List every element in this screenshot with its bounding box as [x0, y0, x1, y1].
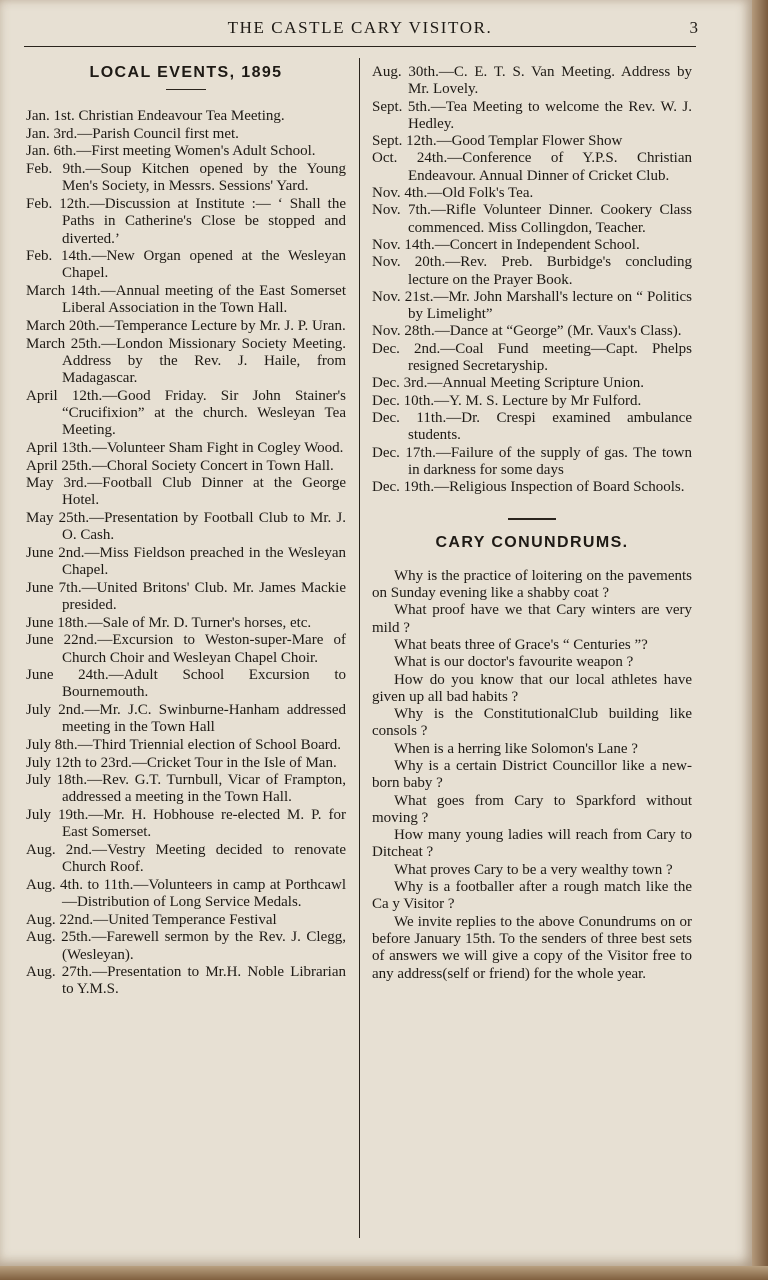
- publication-title: THE CASTLE CARY VISITOR.: [227, 18, 493, 37]
- event-entry: July 19th.—Mr. H. Hobhouse re-elected M. P. for East Somerset.: [26, 807, 346, 841]
- conundrum-question: How do you know that our local athletes have given up all bad habits ?: [372, 671, 692, 705]
- event-entry: Aug. 30th.—C. E. T. S. Van Meeting. Address by Mr. Lovely.: [372, 64, 692, 98]
- page-edge-bottom: [0, 1266, 768, 1280]
- event-entry: Aug. 27th.—Presentation to Mr.H. Noble Librarian to Y.M.S.: [26, 964, 346, 998]
- event-entry: Jan. 3rd.—Parish Council first met.: [26, 125, 239, 142]
- event-entry: March 14th.—Annual meeting of the East Somerset Liberal Association in the Town Hall.: [26, 283, 346, 317]
- event-entry: April 12th.—Good Friday. Sir John Stainer's “Crucifixion” at the church. Wesleyan Tea Meeting.: [26, 387, 346, 439]
- conundrum-question: When is a herring like Solomon's Lane ?: [394, 740, 638, 757]
- event-entry: Aug. 25th.—Farewell sermon by the Rev. J. Clegg, (Wesleyan).: [26, 929, 346, 963]
- event-entry: Sept. 12th.—Good Templar Flower Show: [372, 133, 623, 150]
- event-entry: Aug. 2nd.—Vestry Meeting decided to renovate Church Roof.: [26, 841, 346, 876]
- event-entry: Feb. 14th.—New Organ opened at the Wesleyan Chapel.: [26, 248, 346, 282]
- event-entry: Feb. 9th.—Soup Kitchen opened by the Young Men's Society, in Messrs. Sessions' Yard.: [26, 161, 346, 195]
- page-edge-right: [752, 0, 768, 1280]
- conundrum-question: Why is a certain District Councillor like a new-born baby ?: [372, 757, 692, 792]
- event-entry: Nov. 4th.—Old Folk's Tea.: [372, 185, 534, 202]
- conundrums-list: [372, 568, 692, 983]
- event-entry: July 18th.—Rev. G.T. Turnbull, Vicar of Frampton, addressed a meeting in the Town Hall.: [26, 772, 346, 806]
- event-entry: June 22nd.—Excursion to Weston-super-Mare of Church Choir and Wesleyan Chapel Choir.: [26, 632, 346, 666]
- event-entry: Nov. 20th.—Rev. Preb. Burbidge's concluding lecture on the Prayer Book.: [372, 254, 692, 288]
- conundrums-title: CARY CONUNDRUMS.: [435, 534, 629, 552]
- event-entry: Jan. 1st. Christian Endeavour Tea Meeting.: [26, 108, 285, 125]
- page-number: 3: [689, 18, 698, 37]
- local-events-title: LOCAL EVENTS, 1895: [89, 64, 283, 81]
- conundrum-question: Why is a footballer after a rough match like the Ca y Visitor ?: [372, 879, 692, 913]
- event-entry: Sept. 5th.—Tea Meeting to welcome the Rev. W. J. Hedley.: [372, 98, 692, 132]
- event-entry: Nov. 7th.—Rifle Volunteer Dinner. Cookery Class commenced. Miss Collingdon, Teacher.: [372, 202, 692, 236]
- right-column: [372, 64, 692, 983]
- event-entry: May 3rd.—Football Club Dinner at the George Hotel.: [26, 475, 346, 509]
- event-entry: March 25th.—London Missionary Society Meeting. Address by the Rev. J. Haile, from Madagascar.: [26, 335, 346, 387]
- left-events-list: [26, 108, 346, 998]
- event-entry: July 12th to 23rd.—Cricket Tour in the Isle of Man.: [26, 754, 337, 771]
- event-entry: Nov. 21st.—Mr. John Marshall's lecture on “ Politics by Limelight”: [372, 288, 692, 323]
- event-entry: June 7th.—United Britons' Club. Mr. James Mackie presided.: [26, 579, 346, 614]
- event-entry: Dec. 10th.—Y. M. S. Lecture by Mr Fulford.: [372, 392, 642, 409]
- event-entry: Feb. 12th.—Discussion at Institute :— ‘ Shall the Paths in Catherine's Close be stopped and diverted.’: [26, 195, 346, 247]
- section-rule: [508, 518, 556, 520]
- column-divider: [359, 58, 360, 1238]
- event-entry: Nov. 28th.—Dance at “George” (Mr. Vaux's Class).: [372, 323, 682, 340]
- event-entry: April 25th.—Choral Society Concert in Town Hall.: [26, 457, 334, 474]
- event-entry: Dec. 3rd.—Annual Meeting Scripture Union.: [372, 375, 645, 392]
- conundrum-question: What is our doctor's favourite weapon ?: [394, 654, 634, 671]
- conundrum-question: Why is the ConstitutionalClub building like consols ?: [372, 706, 692, 740]
- event-entry: Oct. 24th.—Conference of Y.P.S. Christian Endeavour. Annual Dinner of Cricket Club.: [372, 150, 692, 184]
- event-entry: Aug. 22nd.—United Temperance Festival: [26, 911, 277, 928]
- event-entry: June 24th.—Adult School Excursion to Bournemouth.: [26, 667, 346, 701]
- conundrum-question: What proof have we that Cary winters are very mild ?: [372, 602, 692, 636]
- event-entry: April 13th.—Volunteer Sham Fight in Cogley Wood.: [26, 439, 344, 456]
- event-entry: July 2nd.—Mr. J.C. Swinburne-Hanham addressed meeting in the Town Hall: [26, 702, 346, 736]
- event-entry: Dec. 11th.—Dr. Crespi examined ambulance students.: [372, 409, 692, 444]
- event-entry: Dec. 2nd.—Coal Fund meeting—Capt. Phelps resigned Secretaryship.: [372, 340, 692, 375]
- title-rule: [166, 89, 206, 90]
- conundrum-question: How many young ladies will reach from Cary to Ditcheat ?: [372, 827, 692, 861]
- conundrum-question: What beats three of Grace's “ Centuries ”?: [394, 636, 648, 653]
- event-entry: June 18th.—Sale of Mr. D. Turner's horses, etc.: [26, 614, 312, 631]
- conundrum-question: What proves Cary to be a very wealthy town ?: [394, 861, 673, 878]
- conundrum-question: What goes from Cary to Sparkford without moving ?: [372, 792, 692, 826]
- left-column: [26, 64, 346, 999]
- event-entry: May 25th.—Presentation by Football Club to Mr. J. O. Cash.: [26, 509, 346, 544]
- conundrum-question: We invite replies to the above Conundrums on or before January 15th. To the senders of three best sets of answers we will give a copy of the Visitor free to any address(self or friend) for the whole year.: [372, 913, 692, 982]
- event-entry: Dec. 19th.—Religious Inspection of Board Schools.: [372, 479, 685, 496]
- event-entry: Dec. 17th.—Failure of the supply of gas. The town in darkness for some days: [372, 444, 692, 478]
- event-entry: Nov. 14th.—Concert in Independent School.: [372, 236, 640, 253]
- event-entry: Jan. 6th.—First meeting Women's Adult School.: [26, 143, 316, 160]
- event-entry: Aug. 4th. to 11th.—Volunteers in camp at Porthcawl—Distribution of Long Service Medals.: [26, 876, 346, 911]
- page-header: [24, 14, 696, 47]
- event-entry: July 8th.—Third Triennial election of School Board.: [26, 736, 341, 753]
- event-entry: March 20th.—Temperance Lecture by Mr. J. P. Uran.: [26, 317, 346, 334]
- right-events-list: [372, 64, 692, 496]
- conundrum-question: Why is the practice of loitering on the pavements on Sunday evening like a shabby coat ?: [372, 567, 692, 602]
- event-entry: June 2nd.—Miss Fieldson preached in the Wesleyan Chapel.: [26, 544, 346, 579]
